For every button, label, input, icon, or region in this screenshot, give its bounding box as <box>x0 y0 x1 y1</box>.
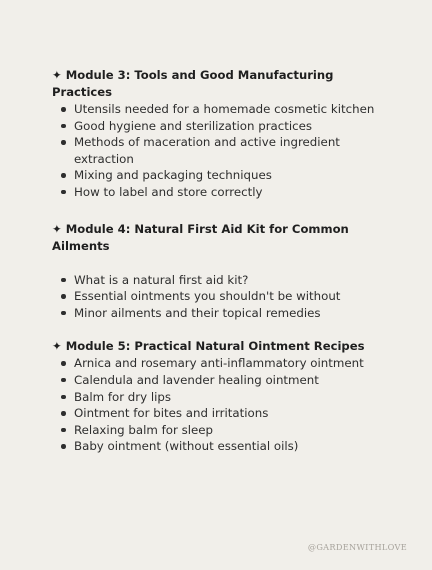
bullet-icon <box>61 411 66 416</box>
module-3-section <box>52 67 382 201</box>
bullet-icon <box>61 107 66 112</box>
sparkle-icon: ✦ <box>52 339 62 354</box>
bullet-icon <box>61 140 66 145</box>
bullet-icon <box>61 173 66 178</box>
list-item: Essential ointments you shouldn't be without <box>52 288 382 305</box>
sparkle-icon: ✦ <box>52 68 62 82</box>
list-item: Mixing and packaging techniques <box>52 167 382 184</box>
list-item: Calendula and lavender healing ointment <box>52 372 382 389</box>
course-content <box>52 67 382 455</box>
list-item: Utensils needed for a homemade cosmetic kitchen <box>52 101 382 118</box>
module-5-list <box>52 355 382 455</box>
bullet-icon <box>61 428 66 433</box>
module-5-section <box>52 338 382 455</box>
bullet-icon <box>61 361 66 366</box>
module-4-section <box>52 221 382 322</box>
module-4-title: ✦ Module 4: Natural First Aid Kit for Common Ailments <box>52 221 349 253</box>
list-item: Minor ailments and their topical remedies <box>52 305 382 322</box>
module-4-list <box>52 272 382 322</box>
module-5-title: ✦ Module 5: Practical Natural Ointment Recipes <box>52 339 365 354</box>
bullet-icon <box>61 294 66 299</box>
list-item: Balm for dry lips <box>52 389 382 406</box>
list-item: Arnica and rosemary anti-inflammatory ointment <box>52 355 382 372</box>
module-3-title: ✦ Module 3: Tools and Good Manufacturing Practices <box>52 68 334 99</box>
list-item: Methods of maceration and active ingredient extraction <box>52 134 382 167</box>
bullet-icon <box>61 190 66 195</box>
list-item: Ointment for bites and irritations <box>52 405 382 422</box>
module-3-list <box>52 101 382 201</box>
watermark-handle: @GARDENWITHLOVE <box>307 542 407 552</box>
bullet-icon <box>61 278 66 283</box>
sparkle-icon: ✦ <box>52 221 62 236</box>
bullet-icon <box>61 444 66 449</box>
bullet-icon <box>61 311 66 316</box>
bullet-icon <box>61 124 66 129</box>
list-item: How to label and store correctly <box>52 184 382 201</box>
list-item: What is a natural first aid kit? <box>52 272 382 289</box>
list-item: Relaxing balm for sleep <box>52 422 382 439</box>
bullet-icon <box>61 395 66 400</box>
list-item: Baby ointment (without essential oils) <box>52 438 382 455</box>
bullet-icon <box>61 378 66 383</box>
list-item: Good hygiene and sterilization practices <box>52 118 382 135</box>
